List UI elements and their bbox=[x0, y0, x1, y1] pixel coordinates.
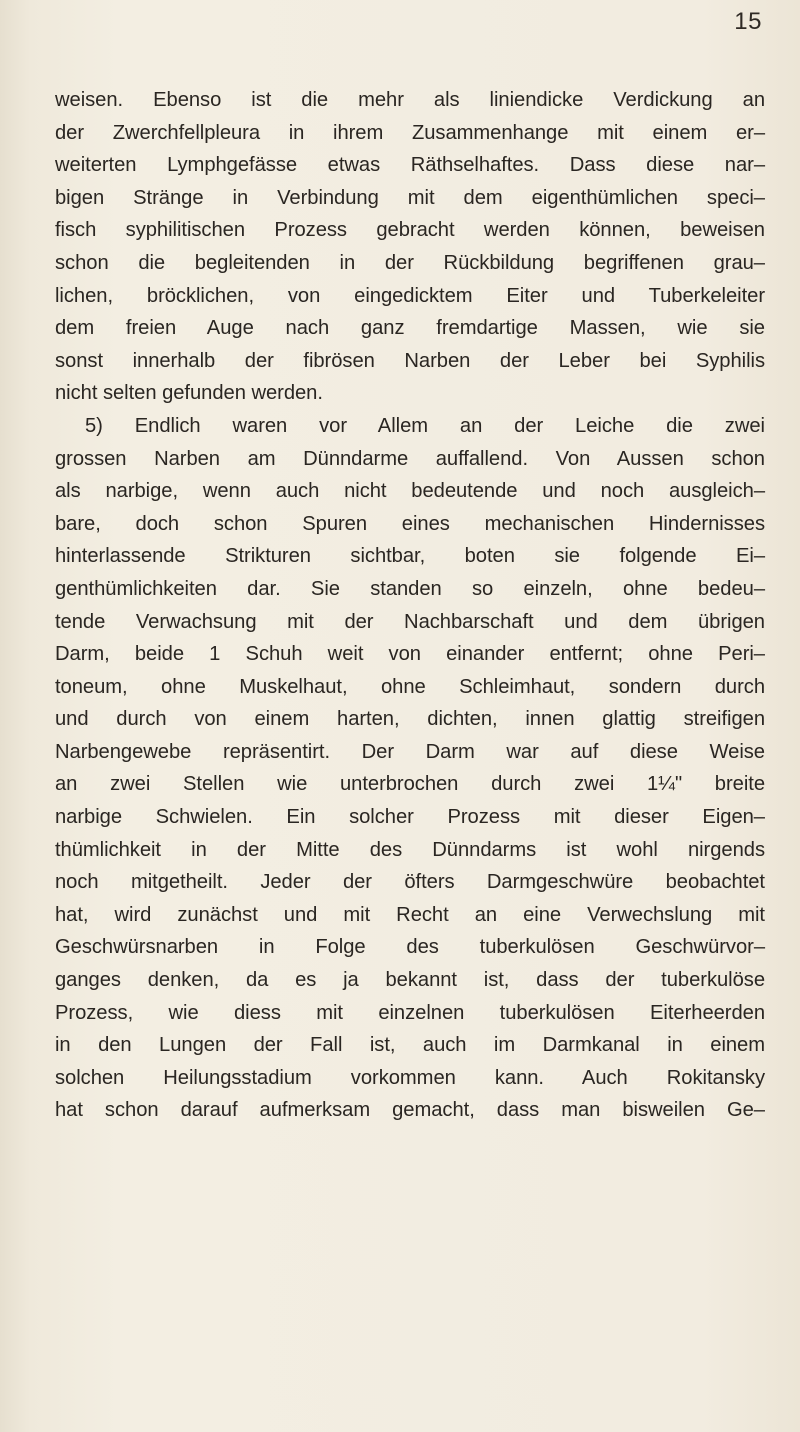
text-line: als narbige, wenn auch nicht bedeutende und noch ausgleich– bbox=[55, 480, 765, 503]
paragraph-start-line: 5) Endlich waren vor Allem an der Leiche die zwei bbox=[85, 414, 765, 437]
text-line: fisch syphilitischen Prozess gebracht werden können, beweisen bbox=[55, 219, 765, 242]
text-line: weiterten Lymphgefässe etwas Räthselhaftes. Dass diese nar– bbox=[55, 154, 765, 177]
text-line: tende Verwachsung mit der Nachbarschaft und dem übrigen bbox=[55, 610, 765, 633]
text-line: ganges denken, da es ja bekannt ist, dass der tuberkulöse bbox=[55, 969, 765, 992]
text-line: sonst innerhalb der fibrösen Narben der Leber bei Syphilis bbox=[55, 349, 765, 372]
text-line: dem freien Auge nach ganz fremdartige Massen, wie sie bbox=[55, 317, 765, 340]
text-line: und durch von einem harten, dichten, innen glattig streifigen bbox=[55, 708, 765, 731]
text-line: an zwei Stellen wie unterbrochen durch zwei 1¼" breite bbox=[55, 773, 765, 796]
text-line: weisen. Ebenso ist die mehr als liniendicke Verdickung an bbox=[55, 89, 765, 111]
text-line: bigen Stränge in Verbindung mit dem eigenthümlichen speci– bbox=[55, 186, 765, 209]
page-number: 15 bbox=[734, 8, 762, 35]
text-line: hinterlassende Strikturen sichtbar, boten sie folgende Ei– bbox=[55, 545, 765, 568]
text-line: thümlichkeit in der Mitte des Dünndarms ist wohl nirgends bbox=[55, 838, 765, 861]
text-line: solchen Heilungsstadium vorkommen kann. Auch Rokitansky bbox=[55, 1066, 765, 1089]
text-line: narbige Schwielen. Ein solcher Prozess mit dieser Eigen– bbox=[55, 806, 765, 829]
text-line: lichen, bröcklichen, von eingedicktem Eiter und Tuberkeleiter bbox=[55, 284, 765, 307]
text-line: in den Lungen der Fall ist, auch im Darmkanal in einem bbox=[55, 1034, 765, 1057]
text-line: hat schon darauf aufmerksam gemacht, dass man bisweilen Ge– bbox=[55, 1099, 765, 1122]
text-line: grossen Narben am Dünndarme auffallend. Von Aussen schon bbox=[55, 447, 765, 470]
text-line: Geschwürsnarben in Folge des tuberkulösen Geschwürvor– bbox=[55, 936, 765, 959]
text-line: Darm, beide 1 Schuh weit von einander entfernt; ohne Peri– bbox=[55, 643, 765, 666]
body-text bbox=[55, 84, 765, 1127]
text-line: schon die begleitenden in der Rückbildung begriffenen grau– bbox=[55, 251, 765, 274]
text-line: genthümlichkeiten dar. Sie standen so einzeln, ohne bedeu– bbox=[55, 577, 765, 600]
text-line: Narbengewebe repräsentirt. Der Darm war auf diese Weise bbox=[55, 740, 765, 763]
text-line: der Zwerchfellpleura in ihrem Zusammenhange mit einem er– bbox=[55, 121, 765, 144]
text-line: hat, wird zunächst und mit Recht an eine Verwechslung mit bbox=[55, 903, 765, 926]
text-line: nicht selten gefunden werden. bbox=[55, 382, 323, 405]
text-line: bare, doch schon Spuren eines mechanischen Hindernisses bbox=[55, 512, 765, 535]
text-line: noch mitgetheilt. Jeder der öfters Darmgeschwüre beobachtet bbox=[55, 871, 765, 894]
text-line: Prozess, wie diess mit einzelnen tuberkulösen Eiterheerden bbox=[55, 1001, 765, 1024]
text-line: toneum, ohne Muskelhaut, ohne Schleimhaut, sondern durch bbox=[55, 675, 765, 698]
